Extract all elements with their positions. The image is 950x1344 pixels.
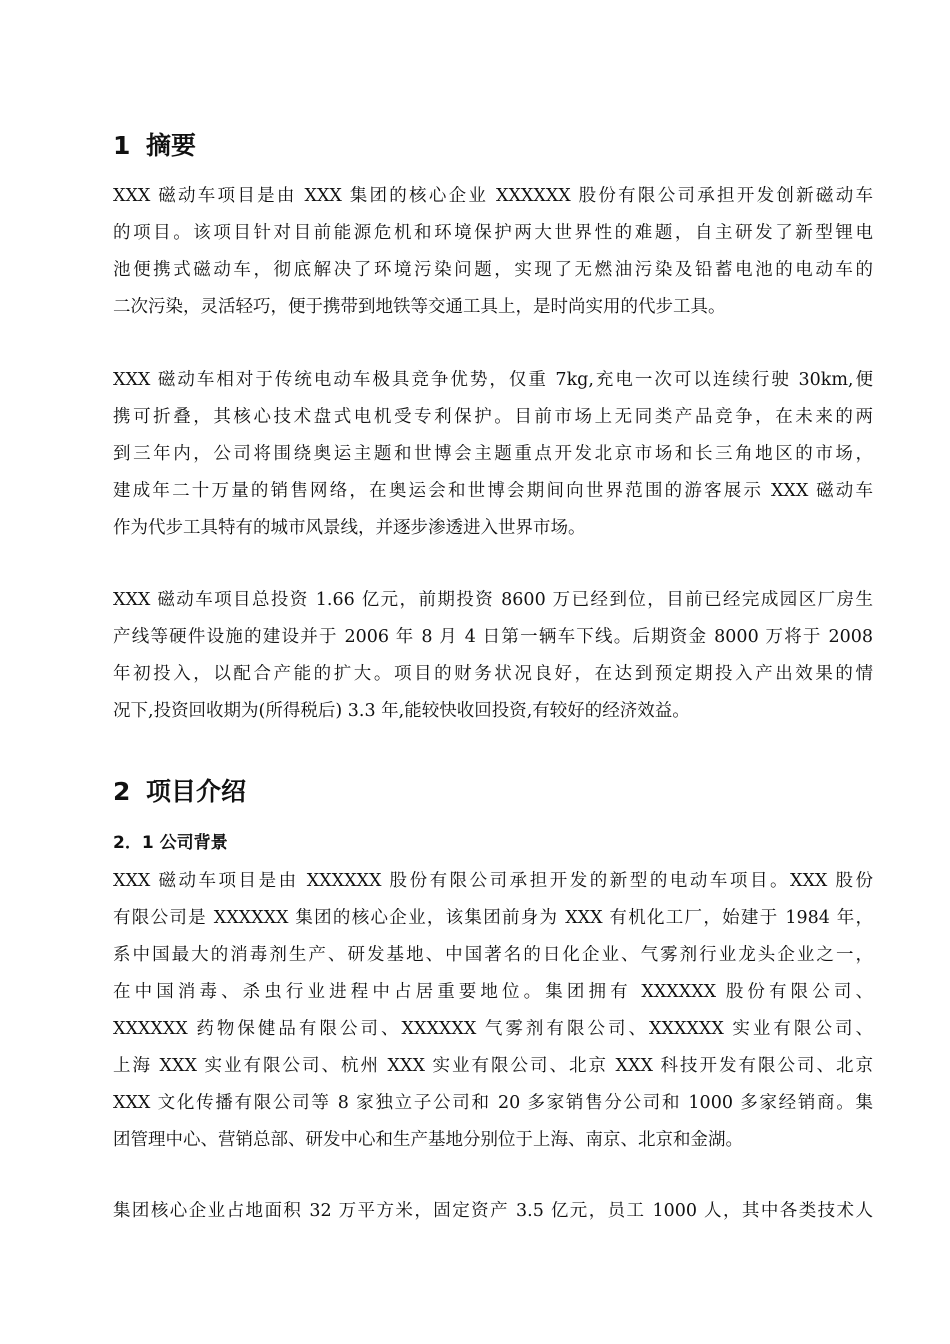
section-2-title: 项目介绍 [146, 777, 247, 806]
paragraph-summary-1 [113, 178, 873, 326]
text-line: 建成年二十万量的销售网络，在奥运会和世博会期间向世界范围的游客展示 XXX 磁动车 [113, 481, 873, 501]
text-line: XXX 磁动车项目是由 XXX 集团的核心企业 XXXXXX 股份有限公司承担开发创新磁动车 [113, 186, 873, 206]
text-line: 池便携式磁动车，彻底解决了环境污染问题，实现了无燃油污染及铅蓄电池的电动车的 [113, 260, 873, 280]
section-1-heading [113, 130, 196, 162]
text-line: 携可折叠，其核心技术盘式电机受专利保护。目前市场上无同类产品竞争，在未来的两 [113, 407, 873, 427]
text-line: 年初投入，以配合产能的扩大。项目的财务状况良好，在达到预定期投入产出效果的情 [113, 664, 873, 684]
text-line: 到三年内，公司将围绕奥运主题和世博会主题重点开发北京市场和长三角地区的市场， [113, 444, 873, 464]
text-line: XXX 磁动车项目总投资 1.66 亿元，前期投资 8600 万已经到位，目前已经完成园区厂房生 [113, 590, 873, 610]
text-line: 况下,投资回收期为(所得税后) 3.3 年,能较快收回投资,有较好的经济效益。 [113, 701, 690, 721]
text-line: XXX 磁动车相对于传统电动车极具竞争优势，仅重 7kg,充电一次可以连续行驶 30km,便 [113, 370, 873, 390]
text-line: XXX 文化传播有限公司等 8 家独立子公司和 20 多家销售分公司和 1000 多家经销商。集 [113, 1093, 873, 1113]
text-line: 团管理中心、营销总部、研发中心和生产基地分别位于上海、南京、北京和金湖。 [113, 1130, 743, 1150]
text-line: 二次污染，灵活轻巧，便于携带到地铁等交通工具上，是时尚实用的代步工具。 [113, 297, 726, 317]
paragraph-company-2 [113, 1193, 873, 1230]
text-line: 集团核心企业占地面积 32 万平方米，固定资产 3.5 亿元，员工 1000 人，其中各类技术人 [113, 1201, 873, 1221]
text-line: XXXXXX 药物保健品有限公司、XXXXXX 气雾剂有限公司、XXXXXX 实业有限公司、 [113, 1019, 873, 1039]
paragraph-company-1 [113, 863, 873, 1159]
section-1-title: 摘要 [146, 131, 197, 160]
text-line: XXX 磁动车项目是由 XXXXXX 股份有限公司承担开发的新型的电动车项目。XXX 股份 [113, 871, 873, 891]
paragraph-summary-3 [113, 582, 873, 730]
text-line: 系中国最大的消毒剂生产、研发基地、中国著名的日化企业、气雾剂行业龙头企业之一， [113, 945, 873, 965]
subsection-heading: 2．1 公司背景 [113, 833, 228, 853]
section-2-number: 2 [113, 777, 131, 806]
text-line: 上海 XXX 实业有限公司、杭州 XXX 实业有限公司、北京 XXX 科技开发有限公司、北京 [113, 1056, 873, 1076]
text-line: 产线等硬件设施的建设并于 2006 年 8 月 4 日第一辆车下线。后期资金 8000 万将于 2008 [113, 627, 873, 647]
section-2-heading [113, 776, 246, 808]
paragraph-summary-2 [113, 362, 873, 547]
text-line: 在中国消毒、杀虫行业进程中占居重要地位。集团拥有 XXXXXX 股份有限公司、 [113, 982, 873, 1002]
text-line: 作为代步工具特有的城市风景线，并逐步渗透进入世界市场。 [113, 518, 586, 538]
section-1-number: 1 [113, 131, 131, 160]
text-line: 有限公司是 XXXXXX 集团的核心企业，该集团前身为 XXX 有机化工厂，始建于 1984 年， [113, 908, 873, 928]
text-line: 的项目。该项目针对目前能源危机和环境保护两大世界性的难题，自主研发了新型锂电 [113, 223, 873, 243]
